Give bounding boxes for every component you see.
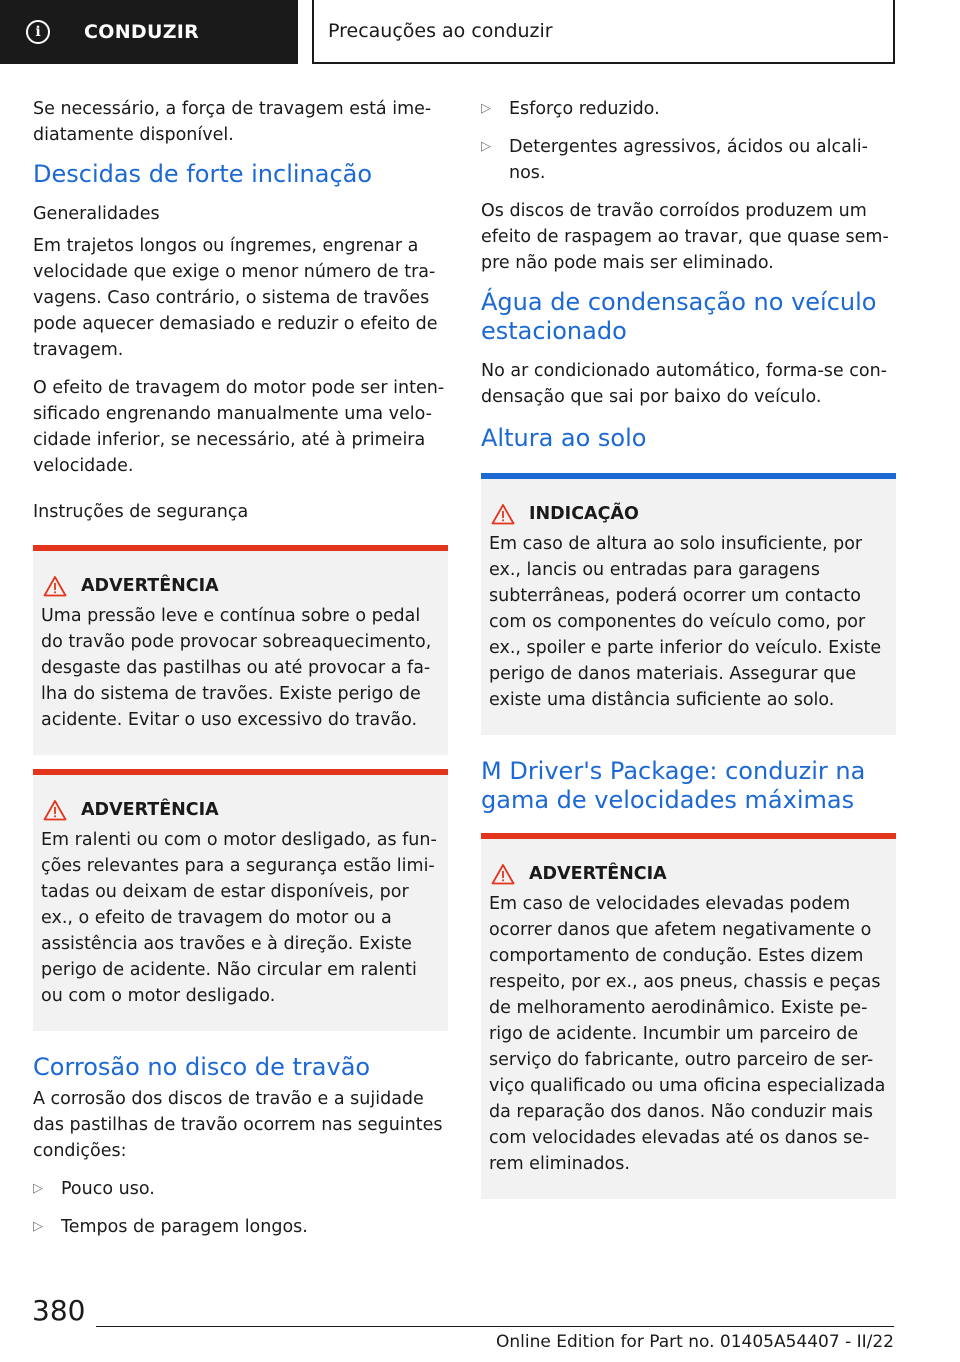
heading-agua: Água de condensação no veículo estacionado — [481, 288, 877, 345]
paragraph-corrosao: A corrosão dos discos de travão e a sujidade das pastilhas de travão ocorrem nas seguintes condições: — [33, 1089, 443, 1161]
bullet-arrow-icon: ▷ — [33, 1219, 43, 1234]
heading-altura: Altura ao solo — [481, 424, 647, 452]
left-column — [33, 96, 448, 1252]
warning-text: Em caso de velocidades elevadas podem ocorrer danos que afetem negativamente o comportamento de condução. Estes dizem respeito, por ex., aos pneus, chassis e peças de melhoramento aerodinâmico. Existe pe-rigo de acidente. Incumbir um parceiro de serviço do fabricante, outro parceiro de ser-viço qualificado ou uma oficina especializada da reparação dos danos. Não conduzir mais com velocidades elevadas até os danos se-rem eliminados. — [489, 894, 886, 1174]
list-item: ▷ Tempos de paragem longos. — [33, 1214, 448, 1240]
paragraph-trajetos: Em trajetos longos ou íngremes, engrenar a velocidade que exige o menor número de tra-vagens. Caso contrário, o sistema de travões pode aquecer demasiado e reduzir o efeito de travagem. — [33, 236, 438, 360]
section-tab — [0, 0, 298, 64]
footer-divider — [96, 1326, 894, 1327]
warning-triangle-icon — [491, 863, 515, 885]
warning-label: ADVERTÊNCIA — [529, 864, 667, 884]
right-column — [481, 96, 896, 1213]
warning-triangle-icon — [43, 575, 67, 597]
bullet-arrow-icon: ▷ — [33, 1181, 43, 1196]
page-number: 380 — [32, 1294, 86, 1327]
list-item: ▷ Pouco uso. — [33, 1176, 448, 1202]
warning-triangle-icon — [491, 503, 515, 525]
paragraph-condensacao: No ar condicionado automático, forma-se con-densação que sai por baixo do veículo. — [481, 361, 887, 407]
subheading-seguranca: Instruções de segurança — [33, 502, 249, 522]
heading-descidas: Descidas de forte inclinação — [33, 160, 373, 188]
section-title: CONDUZIR — [84, 21, 200, 43]
warning-box-pedal — [33, 545, 448, 755]
subheading-generalidades: Generalidades — [33, 204, 160, 224]
heading-corrosao: Corrosão no disco de travão — [33, 1053, 371, 1081]
info-box-altura — [481, 473, 896, 735]
warning-text: Em ralenti ou com o motor desligado, as fun-ções relevantes para a segurança estão limi-tadas ou deixam de estar disponíveis, por ex., o efeito de travagem do motor ou a assistência aos travões e à direção. Existe perigo de acidente. Não circular em ralenti ou com o motor desligado. — [41, 830, 437, 1006]
info-text: Em caso de altura ao solo insuficiente, por ex., lancis ou entradas para garagens subterrâneas, poderá ocorrer um contacto com os componentes do veículo como, por ex., spoiler e parte inferior do veículo. Existe perigo de danos materiais. Assegurar que existe uma distância suficiente ao solo. — [489, 534, 882, 710]
intro-paragraph: Se necessário, a força de travagem está ime-diatamente disponível. — [33, 99, 432, 145]
info-label: INDICAÇÃO — [529, 504, 639, 524]
warning-triangle-icon — [43, 799, 67, 821]
warning-label: ADVERTÊNCIA — [81, 576, 219, 596]
bullet-arrow-icon: ▷ — [481, 139, 491, 154]
footer-edition: Online Edition for Part no. 01405A54407 - II/22 — [495, 1332, 894, 1352]
warning-box-ralenti — [33, 769, 448, 1031]
paragraph-discos-corroidos: Os discos de travão corroídos produzem um efeito de raspagem ao travar, que quase sem-pre não pode mais ser eliminado. — [481, 201, 889, 273]
page-title: Precauções ao conduzir — [312, 0, 895, 64]
warning-label: ADVERTÊNCIA — [81, 800, 219, 820]
paragraph-efeito-motor: O efeito de travagem do motor pode ser inten-sificado engrenando manualmente uma velo-cidade inferior, se necessário, até à primeira velocidade. — [33, 378, 445, 476]
list-item: ▷ Esforço reduzido. — [481, 96, 896, 122]
bullet-arrow-icon: ▷ — [481, 101, 491, 116]
heading-m-driver: M Driver's Package: conduzir na gama de velocidades máximas — [481, 757, 866, 814]
warning-text: Uma pressão leve e contínua sobre o pedal do travão pode provocar sobreaquecimento, desgaste das pastilhas ou até provocar a fa-lha do sistema de travões. Existe perigo de acidente. Evitar o uso excessivo do travão. — [41, 606, 432, 730]
warning-box-velocidades — [481, 833, 896, 1199]
list-item: ▷ Detergentes agressivos, ácidos ou alcali-nos. — [481, 134, 896, 186]
info-icon: i — [26, 20, 50, 44]
